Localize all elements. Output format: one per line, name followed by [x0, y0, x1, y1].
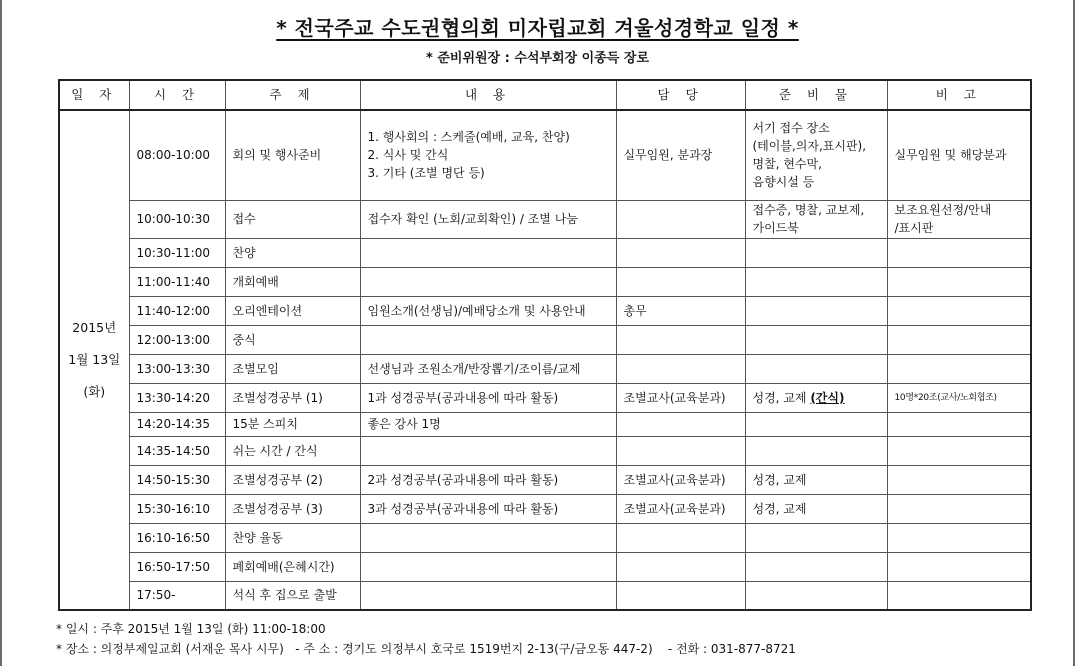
topic-cell: 석식 후 집으로 출발	[225, 581, 360, 610]
content-cell	[360, 296, 616, 325]
supplies-cell	[745, 383, 887, 412]
content-cell	[360, 494, 616, 523]
charge-cell	[616, 412, 745, 436]
table-row	[59, 296, 1031, 325]
charge-cell	[616, 354, 745, 383]
supplies-cell-line: (테이블,의자,표시판),	[752, 139, 867, 154]
note-cell	[887, 465, 1031, 494]
table-row	[59, 110, 1031, 200]
time-cell: 10:00-10:30	[129, 200, 225, 238]
table-header-row	[59, 80, 1031, 110]
supplies-cell	[745, 325, 887, 354]
topic-cell: 조별성경공부 (1)	[225, 383, 360, 412]
content-cell	[360, 267, 616, 296]
topic-cell: 중식	[225, 325, 360, 354]
content-cell	[360, 552, 616, 581]
note-cell	[887, 436, 1031, 465]
content-cell	[360, 412, 616, 436]
topic-cell: 15분 스피치	[225, 412, 360, 436]
charge-cell	[616, 325, 745, 354]
content-cell	[360, 581, 616, 610]
charge-cell: 총무	[616, 296, 745, 325]
table-row	[59, 523, 1031, 552]
table-row	[59, 354, 1031, 383]
date-line: 2015년	[72, 320, 117, 335]
time-cell: 14:20-14:35	[129, 412, 225, 436]
date-line: 1월 13일	[68, 352, 121, 367]
note-cell	[887, 581, 1031, 610]
content-cell-line: 3과 성경공부(공과내용에 따라 활동)	[367, 501, 559, 516]
date-line: (화)	[83, 384, 106, 399]
content-cell-line: 임원소개(선생님)/예배당소개 및 사용안내	[367, 303, 586, 318]
charge-cell	[616, 436, 745, 465]
schedule-table	[58, 79, 1032, 611]
table-row	[59, 494, 1031, 523]
supplies-cell	[745, 552, 887, 581]
time-cell: 14:35-14:50	[129, 436, 225, 465]
content-cell-line: 1과 성경공부(공과내용에 따라 활동)	[367, 390, 559, 405]
table-row	[59, 412, 1031, 436]
footer-datetime: * 일시 : 주후 2015년 1월 13일 (화) 11:00-18:00	[56, 622, 326, 636]
content-cell-line: 1. 행사회의 : 스케줄(예배, 교육, 찬양)	[367, 130, 570, 145]
content-cell	[360, 436, 616, 465]
content-cell-line: 좋은 강사 1명	[367, 417, 441, 431]
date-cell	[59, 110, 129, 610]
supplies-cell-line: 가이드북	[752, 221, 799, 235]
supplies-cell	[745, 296, 887, 325]
table-row	[59, 383, 1031, 412]
charge-cell	[616, 552, 745, 581]
time-cell: 17:50-	[129, 581, 225, 610]
topic-cell: 찬양	[225, 238, 360, 267]
time-cell: 13:30-14:20	[129, 383, 225, 412]
supplies-cell	[745, 267, 887, 296]
topic-cell: 회의 및 행사준비	[225, 110, 360, 200]
time-cell: 11:40-12:00	[129, 296, 225, 325]
supplies-cell-line: 접수증, 명찰, 교보제,	[752, 203, 865, 217]
time-cell: 13:00-13:30	[129, 354, 225, 383]
document-title: * 전국주교 수도권협의회 미자립교회 겨울성경학교 일정 *	[276, 16, 799, 40]
header-date: 일 자	[59, 80, 129, 110]
time-cell: 15:30-16:10	[129, 494, 225, 523]
supplies-cell	[745, 200, 887, 238]
table-row	[59, 267, 1031, 296]
supplies-cell	[745, 354, 887, 383]
table-row	[59, 325, 1031, 354]
note-cell	[887, 552, 1031, 581]
table-row	[59, 465, 1031, 494]
time-cell: 16:50-17:50	[129, 552, 225, 581]
content-cell	[360, 523, 616, 552]
header-charge: 담 당	[616, 80, 745, 110]
note-cell	[887, 494, 1031, 523]
content-cell-line: 2. 식사 및 간식	[367, 148, 449, 163]
supplies-cell	[745, 436, 887, 465]
charge-cell	[616, 267, 745, 296]
note-cell	[887, 296, 1031, 325]
supplies-cell-line: 음향시설 등	[752, 175, 815, 190]
header-content: 내 용	[360, 80, 616, 110]
content-cell-line: 선생님과 조원소개/반장뽑기/조이름/교제	[367, 361, 581, 376]
time-cell: 08:00-10:00	[129, 110, 225, 200]
note-cell	[887, 267, 1031, 296]
charge-cell: 실무임원, 분과장	[616, 110, 745, 200]
note-cell-line: 실무임원 및 해당분과	[894, 148, 1007, 163]
topic-cell: 쉬는 시간 / 간식	[225, 436, 360, 465]
topic-cell: 접수	[225, 200, 360, 238]
charge-cell: 조별교사(교육분과)	[616, 383, 745, 412]
content-cell	[360, 383, 616, 412]
schedule-body	[59, 110, 1031, 610]
content-cell	[360, 325, 616, 354]
header-time: 시 간	[129, 80, 225, 110]
note-cell	[887, 412, 1031, 436]
note-cell-line: 보조요원선정/안내	[894, 203, 992, 217]
header-note: 비 고	[887, 80, 1031, 110]
supplies-cell	[745, 465, 887, 494]
time-cell: 11:00-11:40	[129, 267, 225, 296]
table-row	[59, 581, 1031, 610]
content-cell-line: 접수자 확인 (노회/교회확인) / 조별 나눔	[367, 212, 578, 226]
topic-cell: 조별성경공부 (3)	[225, 494, 360, 523]
content-cell-line: 3. 기타 (조별 명단 등)	[367, 166, 485, 181]
note-cell	[887, 383, 1031, 412]
supplies-cell	[745, 581, 887, 610]
supplies-cell-line: 서기 접수 장소	[752, 121, 830, 136]
note-cell	[887, 325, 1031, 354]
note-cell	[887, 200, 1031, 238]
topic-cell: 조별모임	[225, 354, 360, 383]
supplies-cell	[745, 494, 887, 523]
table-row	[59, 200, 1031, 238]
window-border-left	[0, 0, 2, 666]
content-cell	[360, 110, 616, 200]
table-row	[59, 552, 1031, 581]
header-supplies: 준 비 물	[745, 80, 887, 110]
supplies-cell	[745, 110, 887, 200]
content-cell	[360, 465, 616, 494]
charge-cell	[616, 523, 745, 552]
charge-cell	[616, 200, 745, 238]
note-cell	[887, 523, 1031, 552]
supplies-cell	[745, 412, 887, 436]
charge-cell: 조별교사(교육분과)	[616, 494, 745, 523]
footer-location: * 장소 : 의정부제일교회 (서재운 목사 시무) - 주 소 : 경기도 의정부시 호국로 1519번지 2-13(구/금오동 447-2) - 전화 : 031-877-8721	[56, 642, 796, 656]
topic-cell: 폐회예배(은혜시간)	[225, 552, 360, 581]
content-cell	[360, 354, 616, 383]
snack-label: (간식)	[810, 390, 845, 405]
topic-cell: 개회예배	[225, 267, 360, 296]
note-cell-line: 10명*20조(교사/노회협조)	[894, 392, 997, 403]
table-row	[59, 238, 1031, 267]
supplies-cell	[745, 523, 887, 552]
supplies-cell-line: 성경, 교제	[752, 501, 807, 516]
topic-cell: 조별성경공부 (2)	[225, 465, 360, 494]
content-cell	[360, 200, 616, 238]
note-cell	[887, 354, 1031, 383]
supplies-cell-line: 성경, 교제 (간식)	[752, 390, 845, 405]
time-cell: 12:00-13:00	[129, 325, 225, 354]
content-cell	[360, 238, 616, 267]
table-row	[59, 436, 1031, 465]
document-subtitle: * 준비위원장 : 수석부회장 이종득 장로	[426, 51, 649, 66]
supplies-cell	[745, 238, 887, 267]
time-cell: 14:50-15:30	[129, 465, 225, 494]
topic-cell: 찬양 율동	[225, 523, 360, 552]
content-cell-line: 2과 성경공부(공과내용에 따라 활동)	[367, 472, 559, 487]
note-cell	[887, 110, 1031, 200]
note-cell	[887, 238, 1031, 267]
header-topic: 주 제	[225, 80, 360, 110]
supplies-cell-line: 성경, 교제	[752, 472, 807, 487]
charge-cell	[616, 581, 745, 610]
charge-cell	[616, 238, 745, 267]
time-cell: 16:10-16:50	[129, 523, 225, 552]
topic-cell: 오리엔테이션	[225, 296, 360, 325]
time-cell: 10:30-11:00	[129, 238, 225, 267]
supplies-cell-line: 명찰, 현수막,	[752, 157, 822, 172]
charge-cell: 조별교사(교육분과)	[616, 465, 745, 494]
note-cell-line: /표시판	[894, 221, 934, 235]
